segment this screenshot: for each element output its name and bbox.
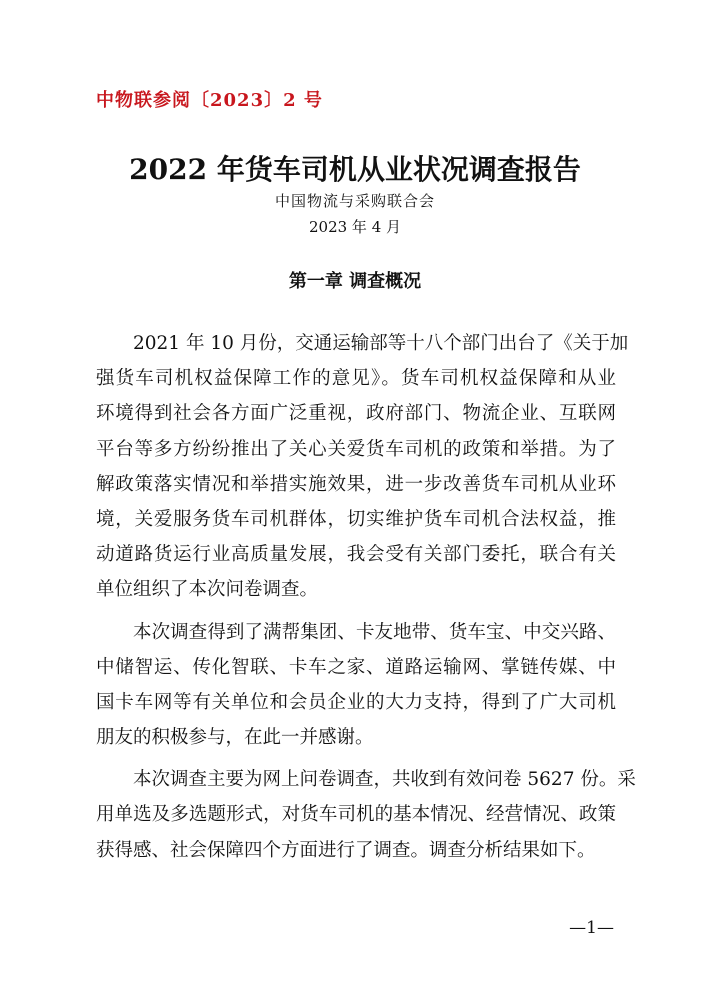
paragraph-line: 解政策落实情况和举措实施效果，进一步改善货车司机从业环 xyxy=(96,473,616,495)
paragraph xyxy=(96,615,616,756)
paragraph-line: 动道路货运行业高质量发展，我会受有关部门委托，联合有关 xyxy=(96,544,616,566)
paragraph-line: 用单选及多选题形式，对货车司机的基本情况、经营情况、政策 xyxy=(96,804,616,826)
paragraph-line: 强货车司机权益保障工作的意见》。货车司机权益保障和从业 xyxy=(96,368,616,390)
paragraph-line: 朋友的积极参与，在此一并感谢。 xyxy=(96,727,374,749)
body-text xyxy=(96,326,636,875)
issuing-organization: 中国物流与采购联合会 xyxy=(274,192,435,210)
page-number: —1— xyxy=(569,918,614,938)
paragraph-line: 2021 年 10 月份，交通运输部等十八个部门出台了《关于加 xyxy=(133,333,629,354)
paragraph-line: 获得感、社会保障四个方面进行了调查。调查分析结果如下。 xyxy=(96,839,596,861)
paragraph-line: 本次调查得到了满帮集团、卡友地带、货车宝、中交兴路、 xyxy=(133,621,616,643)
paragraph-line: 平台等多方纷纷推出了关心关爱货车司机的政策和举措。为了 xyxy=(96,438,616,460)
paragraph-line: 本次调查主要为网上问卷调查，共收到有效问卷 5627 份。采 xyxy=(133,769,636,791)
paragraph-line: 国卡车网等有关单位和会员企业的大力支持，得到了广大司机 xyxy=(96,691,616,713)
paragraph-line: 单位组织了本次问卷调查。 xyxy=(96,579,319,601)
issue-date: 2023 年 4 月 xyxy=(308,218,402,236)
paragraph xyxy=(96,326,629,608)
paragraph-line: 境，关爱服务货车司机群体，切实维护货车司机合法权益，推 xyxy=(96,508,616,530)
paragraph xyxy=(96,762,636,868)
chapter-heading: 第一章 调查概况 xyxy=(288,271,422,292)
document-number: 中物联参阅〔2023〕2 号 xyxy=(96,90,323,111)
document-title: 2022 年货车司机从业状况调查报告 xyxy=(129,153,581,186)
paragraph-line: 环境得到社会各方面广泛重视，政府部门、物流企业、互联网 xyxy=(96,403,616,425)
paragraph-line: 中储智运、传化智联、卡车之家、道路运输网、掌链传媒、中 xyxy=(96,656,616,678)
